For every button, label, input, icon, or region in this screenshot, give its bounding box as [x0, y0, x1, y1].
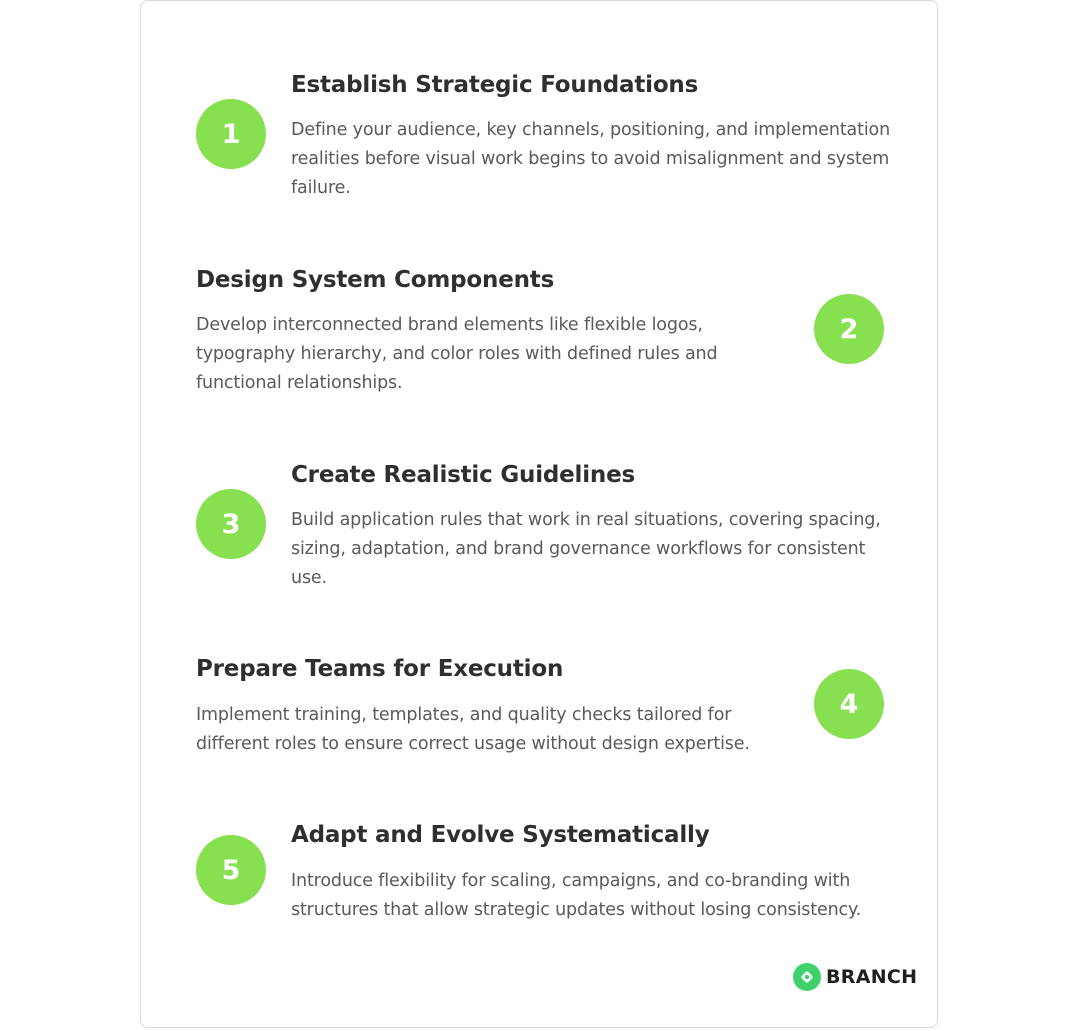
step-2-description: Develop interconnected brand elements like flexible logos, typography hierarchy, and color roles with defined rules and functional relationships.	[196, 315, 718, 393]
branch-logo-text: BRANCH	[826, 966, 918, 988]
step-1-description: Define your audience, key channels, positioning, and implementation realities before visual work begins to avoid misalignment and system failure.	[291, 120, 891, 198]
step-2-title: Design System Components	[196, 267, 555, 293]
branch-logo	[793, 962, 917, 992]
step-4-title: Prepare Teams for Execution	[196, 656, 564, 682]
step-5-number-badge: 5	[196, 835, 266, 905]
step-1-title: Establish Strategic Foundations	[291, 72, 699, 98]
step-4-number-badge: 4	[814, 669, 884, 739]
step-4-description: Implement training, templates, and quality checks tailored for different roles to ensure correct usage without design expertise.	[196, 705, 750, 754]
step-2-number-badge: 2	[814, 294, 884, 364]
step-1-number-badge: 1	[196, 99, 266, 169]
step-3-description: Build application rules that work in real situations, covering spacing, sizing, adaptation, and brand governance workflows for consistent use.	[291, 510, 881, 588]
step-3-number-badge: 3	[196, 489, 266, 559]
step-5-description: Introduce flexibility for scaling, campaigns, and co-branding with structures that allow strategic updates without losing consistency.	[291, 871, 862, 920]
step-3-title: Create Realistic Guidelines	[291, 462, 635, 488]
branch-logo-icon	[793, 963, 821, 991]
step-5-title: Adapt and Evolve Systematically	[291, 822, 710, 848]
